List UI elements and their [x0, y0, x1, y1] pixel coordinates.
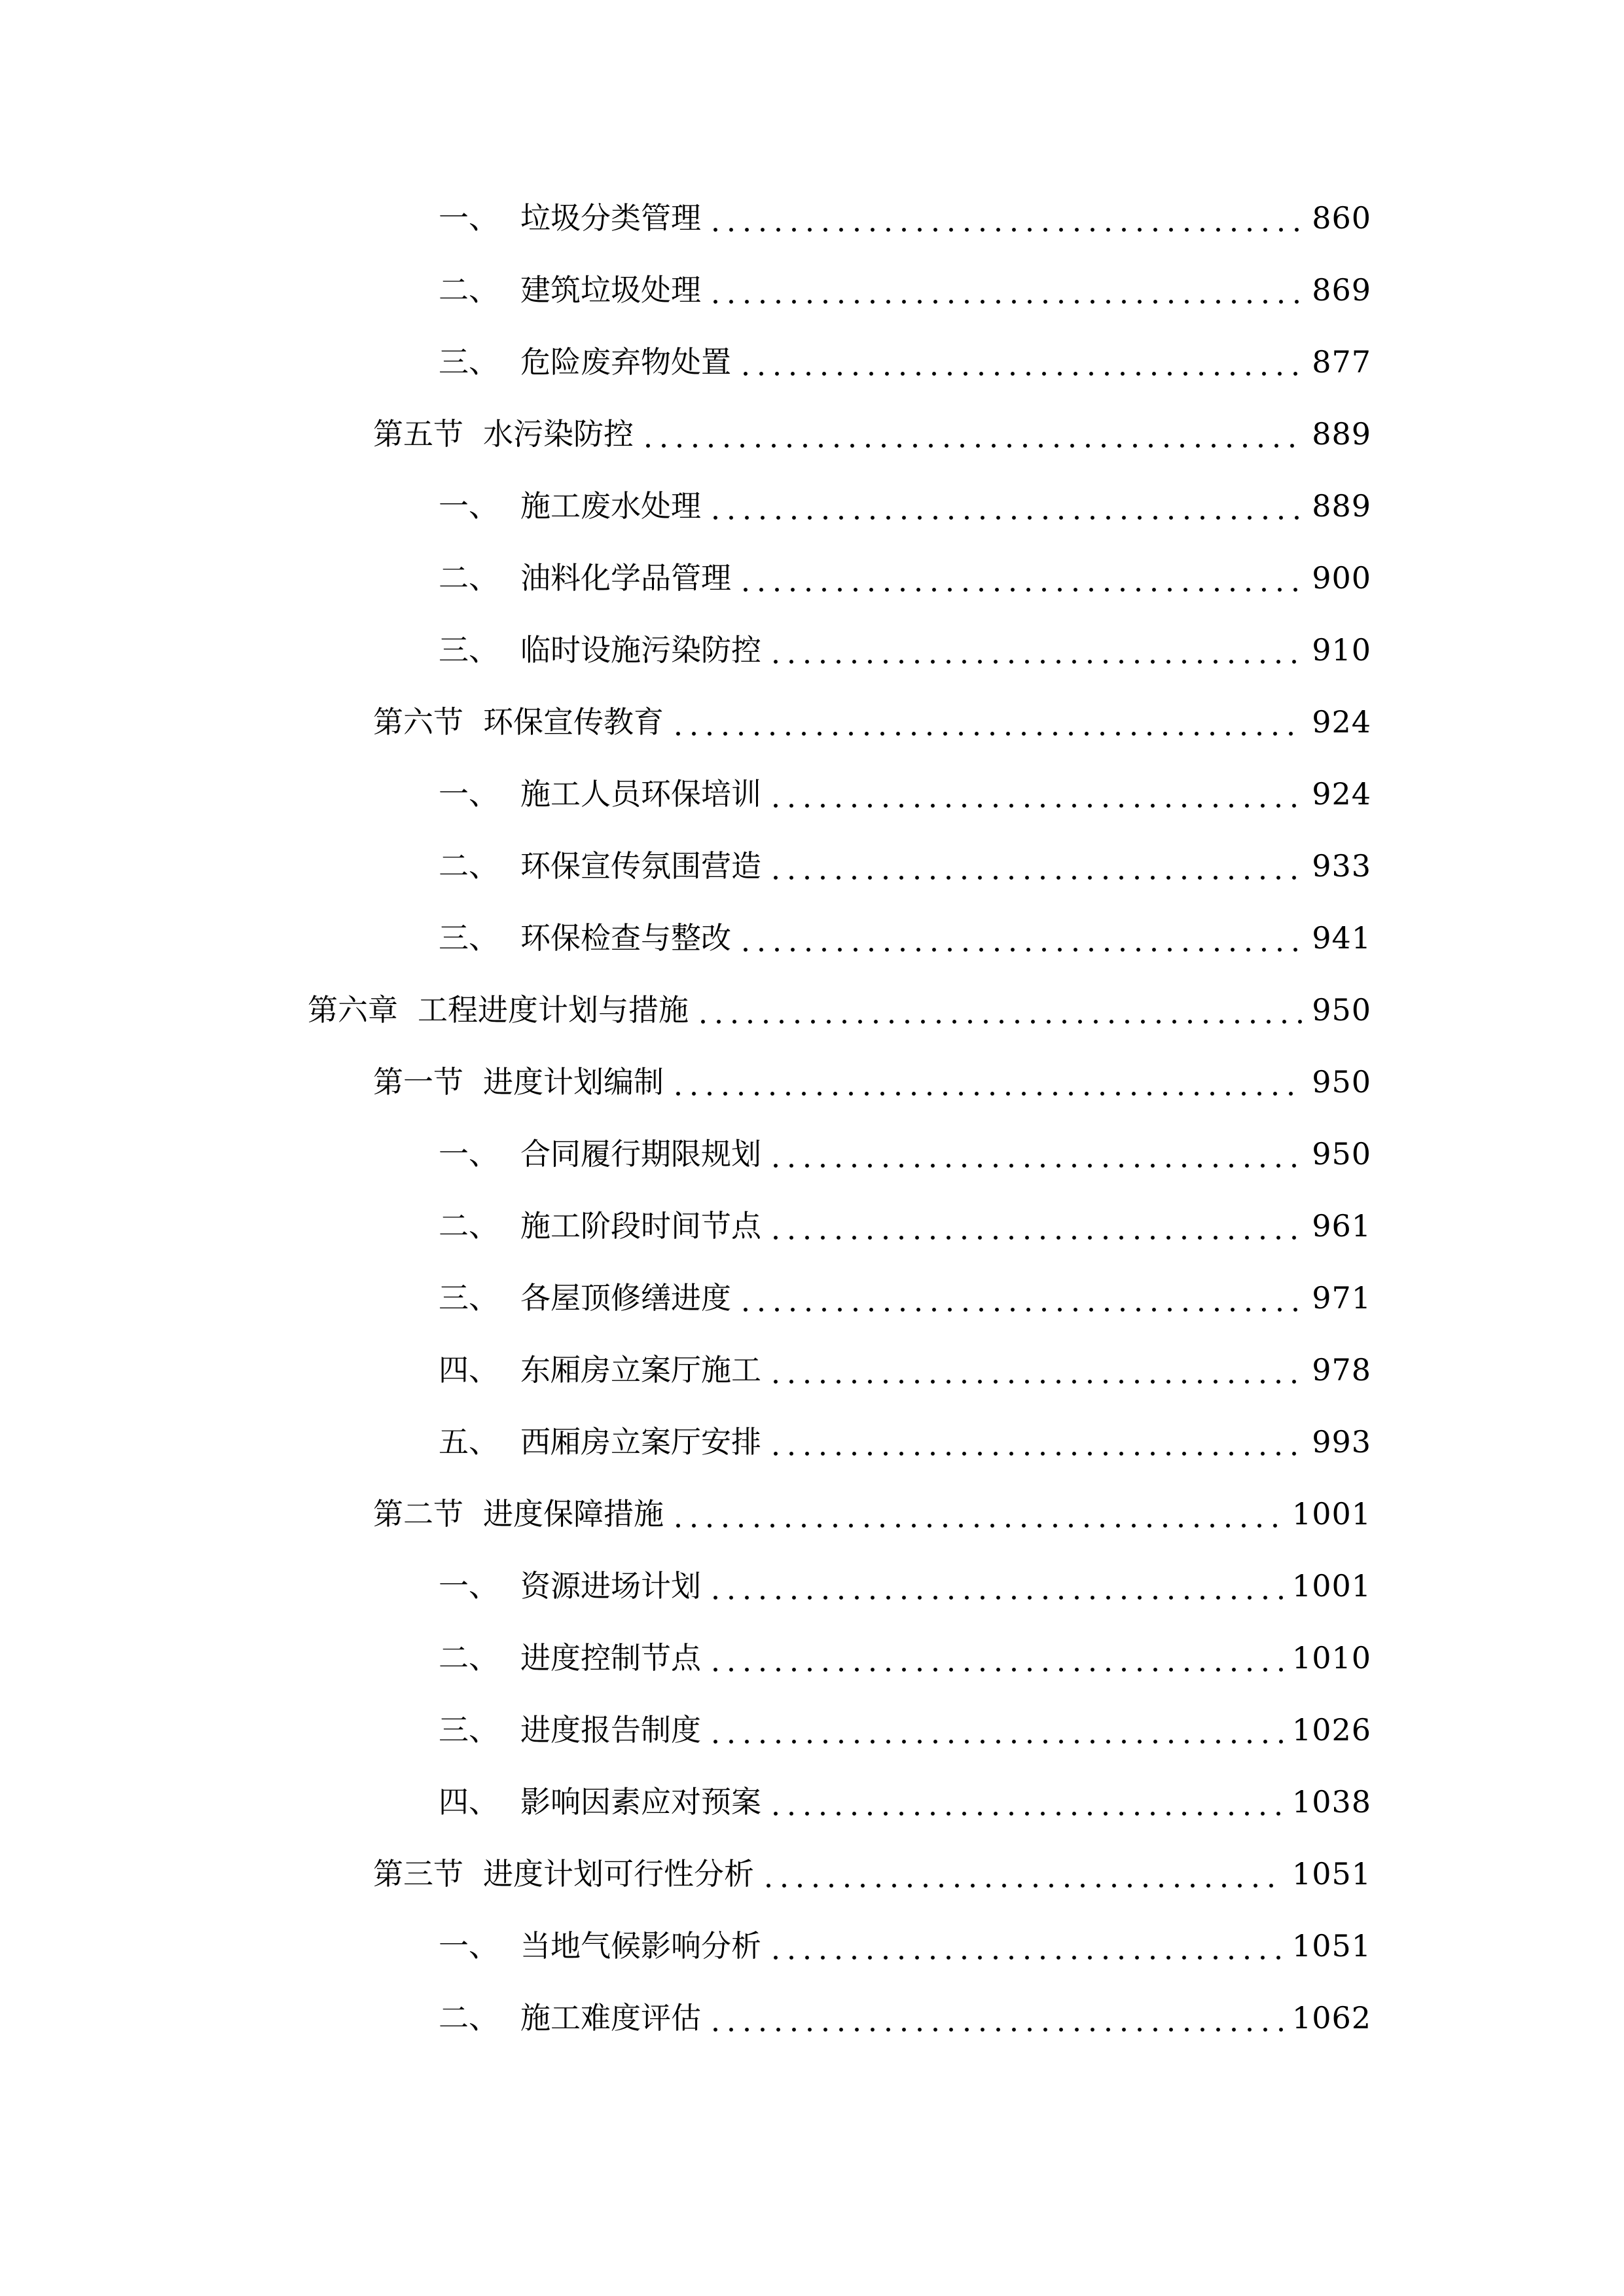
- toc-entry-title: 合同履行期限规划: [520, 1136, 761, 1172]
- toc-entry-number: 一、: [439, 776, 499, 812]
- toc-entry[interactable]: [439, 1416, 1371, 1468]
- toc-entry[interactable]: [373, 1488, 1371, 1540]
- toc-entry-title: 进度计划可行性分析: [483, 1856, 754, 1892]
- dot-leader: [708, 1992, 1283, 2044]
- toc-entry-page: 950: [1312, 992, 1371, 1028]
- toc-entry-page: 1051: [1291, 1928, 1371, 1964]
- toc-entry-number: 第六节: [373, 704, 463, 740]
- toc-entry[interactable]: [439, 1920, 1371, 1972]
- dot-leader: [768, 768, 1303, 820]
- toc-entry-title: 油料化学品管理: [520, 560, 731, 596]
- toc-entry-page: 950: [1312, 1064, 1371, 1100]
- toc-entry-number: 一、: [439, 200, 499, 236]
- toc-entry-number: 第三节: [373, 1856, 463, 1892]
- toc-entry-title: 建筑垃圾处理: [520, 272, 701, 308]
- toc-entry-page: 860: [1312, 200, 1371, 236]
- dot-leader: [768, 1128, 1303, 1180]
- toc-entry-page: 1001: [1291, 1496, 1371, 1532]
- toc-entry-page: 1010: [1291, 1640, 1371, 1676]
- toc-entry-page: 910: [1312, 632, 1371, 668]
- toc-entry-number: 二、: [439, 848, 499, 884]
- toc-entry-title: 资源进场计划: [520, 1568, 701, 1604]
- toc-entry-title: 环保检查与整改: [520, 920, 731, 956]
- toc-entry-title: 影响因素应对预案: [520, 1784, 761, 1820]
- toc-entry-page: 950: [1312, 1136, 1371, 1172]
- toc-entry-page: 1062: [1291, 2000, 1371, 2036]
- toc-entry-page: 877: [1312, 344, 1371, 380]
- toc-entry-number: 一、: [439, 488, 499, 524]
- toc-entry[interactable]: [439, 624, 1371, 676]
- dot-leader: [708, 1704, 1283, 1756]
- toc-entry-title: 工程进度计划与措施: [418, 992, 689, 1028]
- toc-entry-number: 一、: [439, 1568, 499, 1604]
- toc-entry-page: 924: [1312, 776, 1371, 812]
- dot-leader: [708, 480, 1303, 532]
- toc-entry[interactable]: [439, 1704, 1371, 1756]
- dot-leader: [768, 1776, 1283, 1828]
- toc-entry-number: 第六章: [308, 992, 398, 1028]
- toc-entry-number: 第一节: [373, 1064, 463, 1100]
- dot-leader: [670, 696, 1303, 748]
- dot-leader: [738, 552, 1303, 604]
- toc-entry-title: 临时设施污染防控: [520, 632, 761, 668]
- toc-entry-title: 水污染防控: [483, 416, 634, 452]
- toc-entry[interactable]: [439, 1200, 1371, 1252]
- toc-entry[interactable]: [439, 192, 1371, 244]
- toc-entry-title: 环保宣传氛围营造: [520, 848, 761, 884]
- dot-leader: [768, 840, 1303, 892]
- toc-entry[interactable]: [308, 984, 1371, 1036]
- dot-leader: [670, 1488, 1283, 1540]
- dot-leader: [738, 912, 1303, 964]
- toc-entry[interactable]: [373, 1056, 1371, 1108]
- toc-entry-number: 二、: [439, 560, 499, 596]
- dot-leader: [738, 336, 1303, 388]
- toc-entry[interactable]: [439, 1344, 1371, 1396]
- toc-entry-page: 1001: [1291, 1568, 1371, 1604]
- toc-entry-title: 施工废水处理: [520, 488, 701, 524]
- toc-entry[interactable]: [439, 1632, 1371, 1684]
- toc-entry[interactable]: [439, 840, 1371, 892]
- toc-entry-number: 二、: [439, 2000, 499, 2036]
- toc-entry[interactable]: [373, 696, 1371, 748]
- toc-entry[interactable]: [439, 1992, 1371, 2044]
- toc-entry-page: 933: [1312, 848, 1371, 884]
- toc-entry-number: 四、: [439, 1784, 499, 1820]
- dot-leader: [640, 408, 1303, 460]
- dot-leader: [708, 1632, 1283, 1684]
- toc-entry-number: 二、: [439, 272, 499, 308]
- toc-entry-page: 978: [1312, 1352, 1371, 1388]
- toc-entry-title: 环保宣传教育: [483, 704, 664, 740]
- toc-entry-page: 961: [1312, 1208, 1371, 1244]
- toc-entry[interactable]: [439, 336, 1371, 388]
- dot-leader: [708, 1560, 1283, 1612]
- toc-entry-number: 三、: [439, 1712, 499, 1748]
- toc-entry-title: 进度保障措施: [483, 1496, 664, 1532]
- toc-entry-number: 第五节: [373, 416, 463, 452]
- dot-leader: [708, 192, 1303, 244]
- toc-entry-page: 924: [1312, 704, 1371, 740]
- dot-leader: [768, 1920, 1283, 1972]
- dot-leader: [738, 1272, 1303, 1324]
- toc-entry[interactable]: [439, 480, 1371, 532]
- toc-entry-title: 施工阶段时间节点: [520, 1208, 761, 1244]
- dot-leader: [708, 264, 1303, 316]
- toc-entry[interactable]: [439, 1560, 1371, 1612]
- toc-entry[interactable]: [373, 408, 1371, 460]
- toc-entry-number: 三、: [439, 344, 499, 380]
- toc-entry-title: 危险废弃物处置: [520, 344, 731, 380]
- toc-entry[interactable]: [439, 1272, 1371, 1324]
- toc-entry[interactable]: [439, 768, 1371, 820]
- toc-entry[interactable]: [373, 1848, 1371, 1900]
- toc-entry-page: 1038: [1291, 1784, 1371, 1820]
- toc-entry-page: 993: [1312, 1424, 1371, 1460]
- toc-entry-number: 三、: [439, 632, 499, 668]
- dot-leader: [695, 984, 1303, 1036]
- dot-leader: [670, 1056, 1303, 1108]
- dot-leader: [768, 1200, 1303, 1252]
- toc-entry[interactable]: [439, 1776, 1371, 1828]
- toc-entry[interactable]: [439, 552, 1371, 604]
- toc-entry-title: 各屋顶修缮进度: [520, 1280, 731, 1316]
- toc-entry-title: 进度报告制度: [520, 1712, 701, 1748]
- toc-entry-page: 889: [1312, 488, 1371, 524]
- toc-entry-number: 三、: [439, 1280, 499, 1316]
- toc-entry-number: 一、: [439, 1136, 499, 1172]
- dot-leader: [768, 624, 1303, 676]
- toc-entry-title: 当地气候影响分析: [520, 1928, 761, 1964]
- toc-entry-title: 东厢房立案厅施工: [520, 1352, 761, 1388]
- toc-entry-title: 施工难度评估: [520, 2000, 701, 2036]
- toc-entry-number: 第二节: [373, 1496, 463, 1532]
- toc-entry[interactable]: [439, 912, 1371, 964]
- toc-entry-number: 三、: [439, 920, 499, 956]
- toc-entry-title: 西厢房立案厅安排: [520, 1424, 761, 1460]
- toc-entry-number: 二、: [439, 1208, 499, 1244]
- toc-entry-page: 869: [1312, 272, 1371, 308]
- toc-entry-page: 889: [1312, 416, 1371, 452]
- toc-entry[interactable]: [439, 264, 1371, 316]
- toc-entry-page: 941: [1312, 920, 1371, 956]
- toc-entry-page: 1051: [1291, 1856, 1371, 1892]
- toc-entry-page: 900: [1312, 560, 1371, 596]
- dot-leader: [768, 1344, 1303, 1396]
- dot-leader: [768, 1416, 1303, 1468]
- toc-entry-page: 971: [1312, 1280, 1371, 1316]
- toc-entry-number: 五、: [439, 1424, 499, 1460]
- toc-entry-number: 四、: [439, 1352, 499, 1388]
- toc-entry-number: 二、: [439, 1640, 499, 1676]
- toc-entry-title: 施工人员环保培训: [520, 776, 761, 812]
- toc-entry[interactable]: [439, 1128, 1371, 1180]
- toc-entry-number: 一、: [439, 1928, 499, 1964]
- toc-entry-title: 进度计划编制: [483, 1064, 664, 1100]
- toc-entry-title: 进度控制节点: [520, 1640, 701, 1676]
- toc-entry-page: 1026: [1291, 1712, 1371, 1748]
- dot-leader: [761, 1848, 1283, 1900]
- toc-entry-title: 垃圾分类管理: [520, 200, 701, 236]
